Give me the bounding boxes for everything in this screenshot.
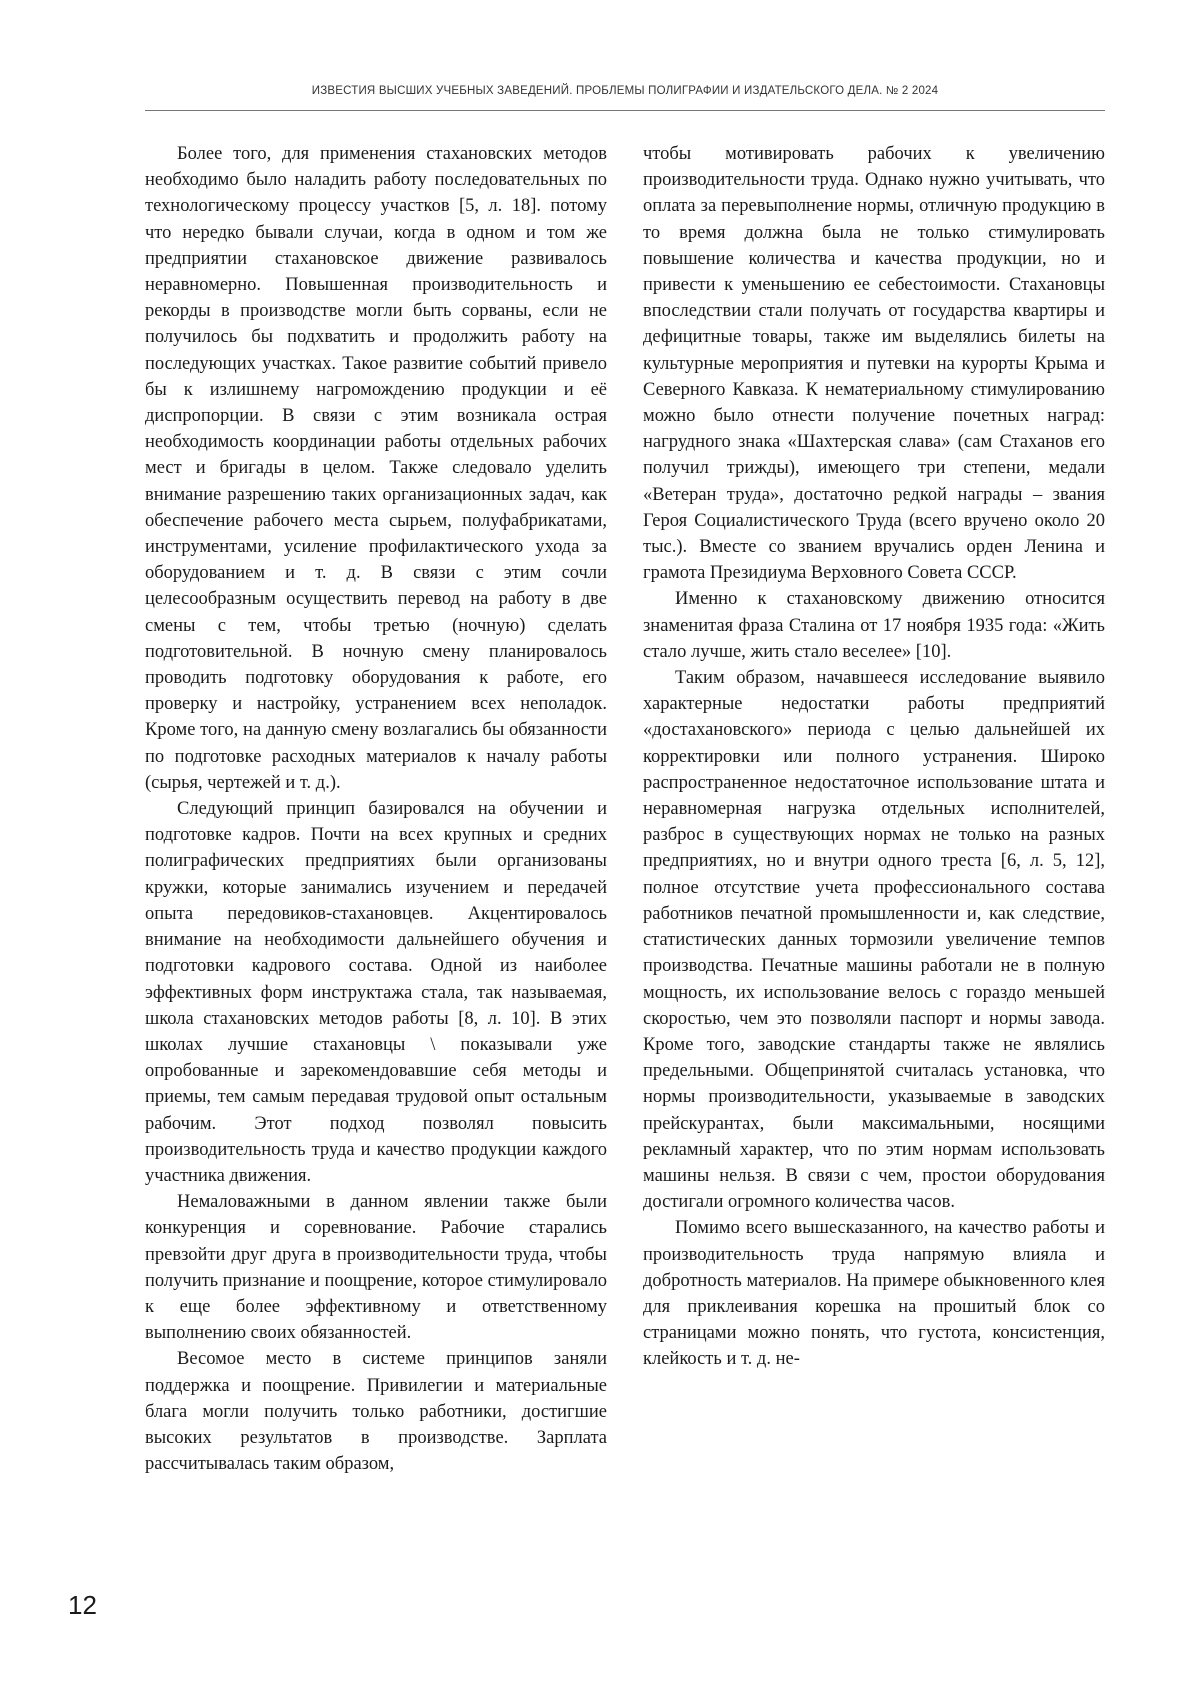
paragraph: Весомое место в системе принципов заняли поддержка и поощрение. Привилегии и материальные блага могли получить только работники, достигшие высоких результатов в производстве. Зарплата рассчитывалась таким образом, bbox=[145, 1349, 607, 1475]
header-divider bbox=[145, 110, 1105, 111]
paragraph: Именно к стахановскому движению относится знаменитая фраза Сталина от 17 ноября 1935 года: «Жить стало лучше, жить стало веселее» [10]. bbox=[643, 589, 1105, 662]
page-number: 12 bbox=[68, 1590, 97, 1620]
paragraph: Немаловажными в данном явлении также были конкуренция и соревнование. Рабочие старались превзойти друг друга в производительности труда, чтобы получить признание и поощрение, которое стимулировало к еще более эффективному и ответственному выполнению своих обязанностей. bbox=[145, 1192, 607, 1344]
paragraph-continuation: чтобы мотивировать рабочих к увеличению производительности труда. Однако нужно учитывать, что оплата за перевыполнение нормы, отличную продукцию в то время должна была не только стимулировать повышение количества и качества продукции, но и привести к уменьшению ее себестоимости. Стахановцы впоследствии стали получать от государства квартиры и дефицитные товары, также им выделялись билеты на культурные мероприятия и путевки на курорты Крыма и Северного Кавказа. К нематериальному стимулированию можно было отнести получение почетных наград: нагрудного знака «Шахтерская слава» (сам Стаханов его получил трижды), имеющего три степени, медали «Ветеран труда», достаточно редкой награды – звания Героя Социалистического Труда (всего вручено около 20 тыс.). Вместе со званием вручались орден Ленина и грамота Президиума Верховного Совета СССР. bbox=[643, 144, 1105, 584]
paragraph: Таким образом, начавшееся исследование выявило характерные недостатки работы предприятий «достахановского» периода с целью дальнейшей их корректировки или полного устранения. Широко распространенное недостаточное использование штата и неравномерная нагрузка отдельных исполнителей, разброс в существующих нормах не только на разных предприятиях, но и внутри одного треста [6, л. 5, 12], полное отсутствие учета профессионального состава работников печатной промышленности и, как следствие, статистических данных тормозили увеличение темпов производства. Печатные машины работали не в полную мощность, их использование велось с гораздо меньшей скоростью, чем это позволяли паспорт и нормы завода. Кроме того, заводские стандарты также не являлись предельными. Общепринятой считалась установка, что нормы производительности, указываемые в заводских прейскурантах, были максимальными, носящими рекламный характер, что по этим нормам использовать машины нельзя. В связи с чем, простои оборудования достигали огромного количества часов. bbox=[643, 668, 1105, 1213]
paragraph: Следующий принцип базировался на обучении и подготовке кадров. Почти на всех крупных и средних полиграфических предприятиях были организованы кружки, которые занимались изучением и передачей опыта передовиков-стахановцев. Акцентировалось внимание на необходимости дальнейшего обучения и подготовки кадрового состава. Одной из наиболее эффективных форм инструктажа стала, так называемая, школа стахановских методов работы [8, л. 10]. В этих школах лучшие стахановцы \ показывали уже опробованные и зарекомендовавшие себя методы и приемы, тем самым передавая трудовой опыт остальным рабочим. Этот подход позволял повысить производительность труда и качество продукции каждого участника движения. bbox=[145, 799, 607, 1186]
right-column bbox=[643, 141, 1105, 1373]
left-column bbox=[145, 141, 607, 1477]
paragraph: Более того, для применения стахановских методов необходимо было наладить работу последовательных по технологическому процессу участков [5, л. 18]. потому что нередко бывали случаи, когда в одном и том же предприятии стахановское движение развивалось неравномерно. Повышенная производительность и рекорды в производстве могли быть сорваны, если не получилось бы подхватить и продолжить работу на последующих участках. Такое развитие событий привело бы к излишнему нагромождению продукции и её диспропорции. В связи с этим возникала острая необходимость координации работы отдельных рабочих мест и бригады в целом. Также следовало уделить внимание разрешению таких организационных задач, как обеспечение рабочего места сырьем, полуфабрикатами, инструментами, усиление профилактического ухода за оборудованием и т. д. В связи с этим сочли целесообразным осуществить перевод на работу в две смены с тем, чтобы третью (ночную) сделать подготовительной. В ночную смену планировалось проводить подготовку оборудования к работе, его проверку и настройку, устранением всех неполадок. Кроме того, на данную смену возлагались бы обязанности по подготовке расходных материалов к началу работы (сырья, чертежей и т. д.). bbox=[145, 144, 607, 793]
running-header: ИЗВЕСТИЯ ВЫСШИХ УЧЕБНЫХ ЗАВЕДЕНИЙ. ПРОБЛЕМЫ ПОЛИГРАФИИ И ИЗДАТЕЛЬСКОГО ДЕЛА. № 2 2024 bbox=[311, 85, 939, 97]
paragraph: Помимо всего вышесказанного, на качество работы и производительность труда напрямую влияла и добротность материалов. На примере обыкновенного клея для приклеивания корешка на прошитый блок со страницами можно понять, что густота, консистенция, клейкость и т. д. не- bbox=[643, 1218, 1105, 1370]
